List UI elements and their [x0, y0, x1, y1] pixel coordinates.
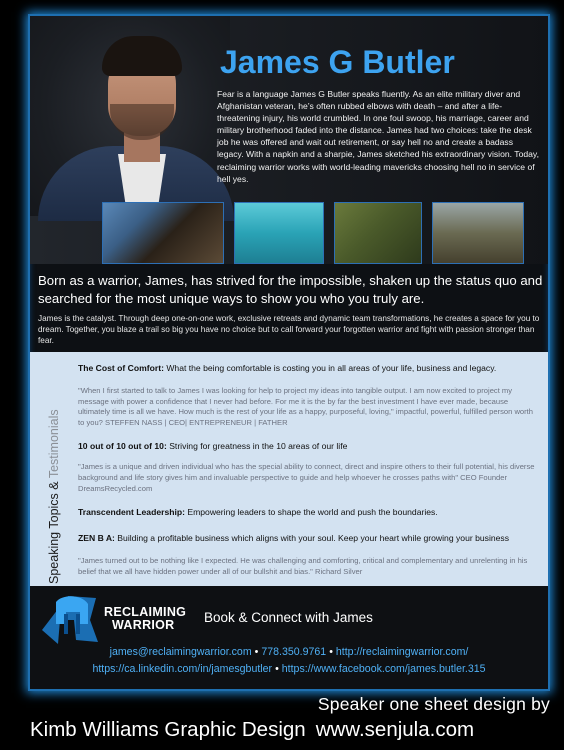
separator: • — [275, 663, 279, 675]
intro-body: James is the catalyst. Through deep one-on-one work, exclusive retreats and dynamic team transformations, he creates a space for you to dream. Together, you blaze a trail so big you have no choice but to call forward your forgotten warrior and fight with passion stronger than fear. — [38, 314, 540, 346]
contact-line-2 — [30, 663, 548, 675]
credit-line-1: Speaker one sheet design by — [317, 694, 550, 714]
topic-title-rest: What the being comfortable is costing you in all areas of your life, business and legacy. — [163, 363, 497, 373]
linkedin-link[interactable]: https://ca.linkedin.com/in/jamesgbutler — [92, 663, 273, 675]
topic-title-rest: Building a profitable business which aligns with your soul. Keep your heart while growing your business — [114, 533, 510, 544]
portrait-photo — [30, 16, 230, 216]
separator: • — [254, 646, 259, 658]
logo-line-2: WARRIOR — [112, 618, 175, 632]
topics-side-label — [36, 362, 61, 584]
footer-section — [30, 586, 548, 691]
topic-title — [78, 506, 540, 518]
facebook-link[interactable]: https://www.facebook.com/james.butler.315 — [281, 663, 486, 675]
credit-website[interactable]: www.senjula.com — [315, 718, 475, 741]
portrait-beard — [110, 104, 174, 140]
photo-thumb-underwater — [234, 202, 324, 264]
topic-title-bold: 10 out of 10 out of 10: — [78, 441, 167, 452]
website-link[interactable]: http://reclaimingwarrior.com/ — [335, 646, 469, 658]
topic-title-rest: Striving for greatness in the 10 areas of our life — [166, 441, 348, 452]
portrait-hair — [102, 36, 182, 76]
hero-section — [30, 16, 548, 264]
testimonial-quote: "James turned out to be nothing like I expected. He was challenging and comforting, critical and complementary and unrelenting in his belief that we all have hidden power under all of our bullshit and bias." Richard Silver — [78, 556, 528, 576]
separator: • — [329, 646, 333, 658]
credit-designer: Kimb Williams Graphic Design — [30, 718, 306, 741]
one-sheet-frame — [28, 14, 550, 691]
topic-title — [78, 532, 540, 544]
contact-line-1 — [30, 646, 548, 658]
topic-title-bold: ZEN B A: — [78, 533, 115, 544]
topics-section — [30, 352, 548, 586]
topic-title-bold: The Cost of Comfort: — [78, 363, 164, 373]
photo-thumb-soldier — [334, 202, 422, 264]
testimonial-quote: "James is a unique and driven individual who has the special ability to connect, direct and inspire others to their full potential, his diverse background and life story gives him and invaluable perspective to guide and help whoever he crosses paths with" CEO Founder DreamsRecycled.com — [78, 462, 535, 493]
topic-title — [78, 362, 540, 374]
topic-title — [78, 440, 540, 452]
phone-number: 778.350.9761 — [261, 646, 327, 658]
logo-wordmark — [104, 606, 186, 632]
speaker-bio: Fear is a language James G Butler speaks fluently. As an elite military diver and Afghanistan veteran, he’s often rubbed elbows with death – and after a life-threatening injury, his world crumbled. In one foul swoop, his marriage, career and military brotherhood faded into the distance. James had two choices: take the desk job he was offered and wait out retirement, or say hell no and create a badass legacy. With a napkin and a sharpie, James sketched his extraordinary vision. Today, reclaiming warrior works with world-leading mavericks choosing hell no in service of hell yes. — [217, 89, 539, 184]
spartan-helmet-icon — [38, 590, 102, 650]
side-label-testimonials: Testimonials — [47, 409, 61, 479]
topic-title-rest: Empowering leaders to shape the world and push the boundaries. — [184, 507, 438, 518]
logo-line-1: RECLAIMING — [104, 605, 187, 619]
reclaiming-warrior-logo — [38, 590, 188, 650]
email-link[interactable]: james@reclaimingwarrior.com — [109, 646, 252, 658]
topics-side-text — [47, 409, 61, 584]
testimonial-quote: "When I first started to talk to James I was looking for help to project my ideas into tangible output. I am now excited to project my message with power a confidence that I never had before. For me it is the by far the best investment I have ever made, because ultimately time is all we have. How much is the rest of your life as a happy, purposeful, loving," impactful, powerful, fulfilled person worth to you? STEFFEN NASS | CEO| ENTREPRENEUR | FATHER — [78, 386, 534, 427]
photo-thumb-troops — [432, 202, 524, 264]
booking-cta: Book & Connect with James — [204, 610, 373, 625]
side-label-topics: Speaking Topics & — [47, 478, 61, 584]
topics-list — [78, 362, 540, 589]
photo-thumb-cliff — [102, 202, 224, 264]
intro-headline: Born as a warrior, James, has strived for the impossible, shaken up the status quo and searched for the most unique ways to show you who you truly are. — [38, 273, 543, 306]
speaker-name: James G Butler — [220, 44, 455, 80]
topic-title-bold: Transcendent Leadership: — [78, 507, 185, 518]
photo-strip — [102, 202, 548, 264]
credit-line-2 — [30, 718, 474, 742]
